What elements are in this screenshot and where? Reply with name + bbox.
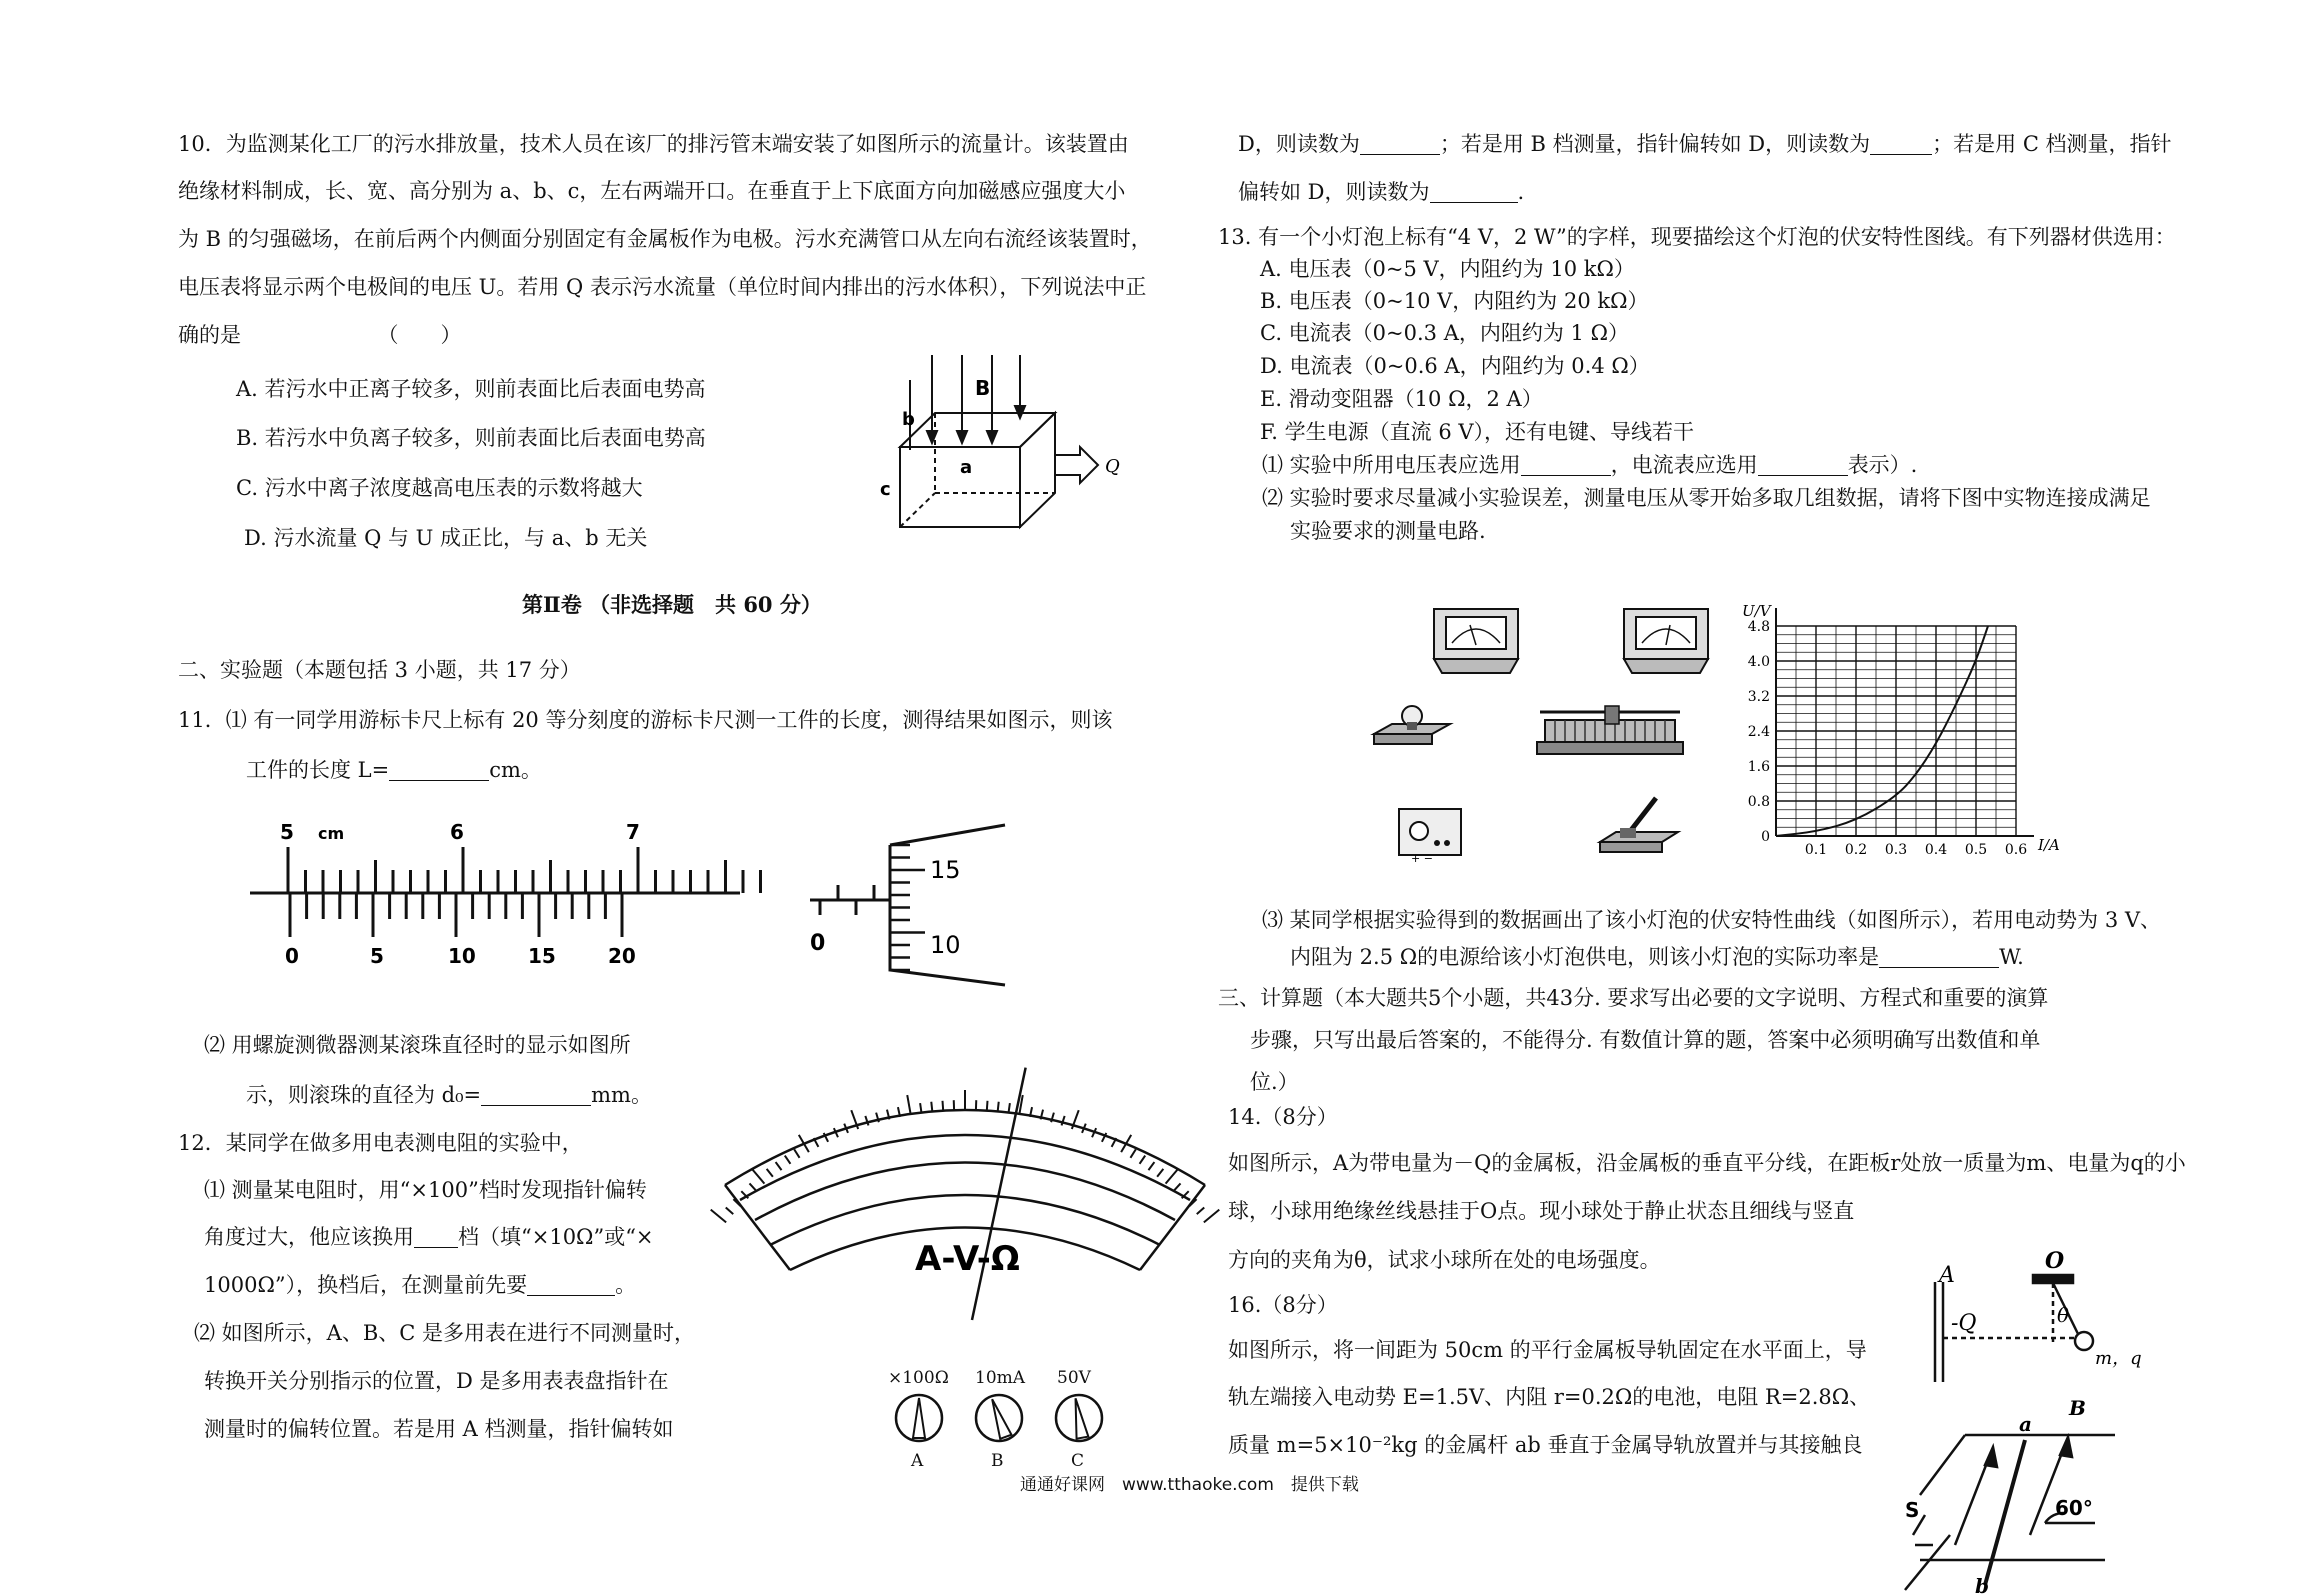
switch-a-knob[interactable]	[893, 1392, 945, 1444]
dial-tick	[726, 1207, 733, 1214]
q13-part-2-a: ⑵ 实验时要求尽量减小实验误差，测量电压从零开始多取几组数据，请将下图中实物连接成满足	[1262, 486, 2151, 510]
calc-heading-3: 位.）	[1250, 1070, 1299, 1094]
ui-characteristic-chart	[1720, 598, 2060, 858]
dial-tick	[1008, 1103, 1009, 1113]
chart-xtick-label: 0.6	[2004, 842, 2028, 858]
q12-cont-line-2: 偏转如 D，则读数为 .	[1238, 180, 1525, 204]
q14-fig-label-minus-q: -Q	[1951, 1311, 1977, 1336]
switch-b-setting: 10mA	[975, 1368, 1026, 1388]
caliper-vernier-label-5: 5	[370, 944, 384, 968]
dial-tick	[907, 1095, 911, 1115]
chart-ylabel: U/V	[1742, 602, 1771, 620]
chart-ytick-label: 3.2	[1747, 689, 1770, 705]
switch-b-label: B	[991, 1451, 1004, 1471]
calc-heading-1: 三、计算题（本大题共5个小题，共43分. 要求写出必要的文字说明、方程式和重要的演算	[1218, 986, 2049, 1010]
caliper-main-label-6: 6	[450, 820, 464, 844]
power-supply-icon	[1395, 805, 1465, 863]
q14-fig-label-mq: m，q	[2095, 1348, 2142, 1369]
caliper-main-label-7: 7	[626, 820, 640, 844]
chart-ytick-label: 2.4	[1747, 724, 1770, 740]
q16-line-3: 质量 m=5×10⁻²kg 的金属杆 ab 垂直于金属导轨放置并与其接触良	[1228, 1433, 1863, 1457]
q13-part-2-b: 实验要求的测量电路.	[1290, 519, 1486, 543]
q16-fig-label-s: S	[1905, 1498, 1920, 1522]
q12-cont-line-1: D，则读数为 ；若是用 B 档测量，指针偏转如 D，则读数为 ；若是用 C 档测量，指针	[1238, 132, 2172, 156]
micrometer-label-15: 15	[930, 856, 961, 884]
answer-blank-voltmeter[interactable]	[1521, 453, 1611, 476]
q11-line-2: 工件的长度 L= cm。	[246, 758, 542, 782]
vernier-caliper-figure	[250, 815, 740, 975]
chart-ytick-label: 0.8	[1747, 794, 1770, 810]
q10-option-c: C. 污水中离子浓度越高电压表的示数将越大	[236, 476, 643, 500]
q16-line-2: 轨左端接入电动势 E=1.5V、内阻 r=0.2Ω的电池，电阻 R=2.8Ω、	[1228, 1385, 1871, 1409]
q12-line-6: 转换开关分别指示的位置，D 是多用表表盘指针在	[204, 1369, 669, 1393]
chart-ytick-label: 1.6	[1747, 759, 1770, 775]
switch-c-knob[interactable]	[1053, 1392, 1105, 1444]
caliper-vernier-label-10: 10	[448, 944, 476, 968]
q10-line-1: 10．为监测某化工厂的污水排放量，技术人员在该厂的排污管末端安装了如图所示的流量计。该装置由	[178, 132, 1129, 156]
footer: 通通好课网 www.tthaoke.com 提供下载	[1020, 1475, 1359, 1495]
answer-blank-reading-a[interactable]	[1360, 132, 1440, 155]
q13-part-3-b: 内阻为 2.5 Ω的电源给该小灯泡供电，则该小灯泡的实际功率是 W.	[1290, 945, 2024, 969]
dial-tick	[1204, 1210, 1219, 1223]
calc-heading-2: 步骤，只写出最后答案的，不能得分. 有数值计算的题，答案中必须明确写出数值和单	[1250, 1028, 2041, 1052]
caliper-main-label-5: 5	[280, 820, 294, 844]
micrometer-label-0: 0	[810, 931, 826, 956]
flowmeter-label-b-field: B	[975, 376, 991, 400]
rheostat-icon	[1535, 700, 1685, 760]
q11-line-1: 11．⑴ 有一同学用游标卡尺上标有 20 等分刻度的游标卡尺测一工件的长度，测得结果如图示，则该	[178, 708, 1113, 732]
q14-title: 14.（8分）	[1228, 1105, 1338, 1129]
dial-tick	[931, 1102, 932, 1112]
rail-figure	[1905, 1395, 2120, 1595]
caliper-vernier-label-15: 15	[528, 944, 556, 968]
dial-tick	[749, 1183, 756, 1190]
dial-tick	[1130, 1149, 1135, 1157]
answer-blank-reading-c[interactable]	[1430, 180, 1518, 203]
flowmeter-label-b: b	[902, 409, 915, 430]
answer-blank-reading-b[interactable]	[1870, 132, 1932, 155]
q13-part-1: ⑴ 实验中所用电压表应选用 ，电流表应选用 表示）.	[1262, 453, 1918, 477]
q12-line-7: 测量时的偏转位置。若是用 A 档测量，指针偏转如	[204, 1417, 674, 1441]
dial-tick	[785, 1156, 791, 1164]
q16-fig-label-angle: 60°	[2055, 1496, 2093, 1520]
dial-tick	[987, 1101, 988, 1111]
q16-fig-label-b-field: B	[2069, 1396, 2086, 1420]
q12-line-2: ⑴ 测量某电阻时，用“×100”档时发现指针偏转	[204, 1178, 647, 1202]
answer-blank-ammeter[interactable]	[1758, 453, 1848, 476]
dial-tick	[1197, 1207, 1204, 1214]
q13-option-d: D. 电流表（0~0.6 A，内阻约为 0.4 Ω）	[1260, 354, 1650, 378]
caliper-vernier-label-20: 20	[608, 944, 636, 968]
svg-text:+ −: + −	[1411, 852, 1433, 865]
q14-line-1: 如图所示，A为带电量为－Q的金属板，沿金属板的垂直平分线，在距板r处放一质量为m、电量为q的小	[1228, 1151, 2186, 1175]
q10-option-a: A. 若污水中正离子较多，则前表面比后表面电势高	[236, 377, 706, 401]
q11-line-3: ⑵ 用螺旋测微器测某滚珠直径时的显示如图所	[204, 1033, 631, 1057]
flowmeter-figure	[880, 355, 1120, 525]
chart-ytick-label: 4.0	[1747, 654, 1770, 670]
answer-blank-range[interactable]	[414, 1225, 458, 1248]
flowmeter-label-q: Q	[1105, 456, 1120, 477]
voltmeter-icon	[1430, 605, 1522, 677]
chart-xlabel: I/A	[2038, 836, 2060, 854]
q14-line-3: 方向的夹角为θ，试求小球所在处的电场强度。	[1228, 1248, 1661, 1272]
caliper-main-label-cm: cm	[318, 824, 345, 843]
dial-tick	[1148, 1162, 1154, 1170]
q10-option-d: D. 污水流量 Q 与 U 成正比，与 a、b 无关	[244, 526, 648, 550]
q10-line-3: 为 B 的匀强磁场，在前后两个内侧面分别固定有金属板作为电极。污水充满管口从左向右流经该装置时，	[178, 227, 1152, 251]
chart-xtick-label: 0.5	[1964, 842, 1988, 858]
multimeter-dial-figure	[710, 1060, 1220, 1330]
micrometer-label-10: 10	[930, 931, 961, 959]
q16-fig-label-a: a	[2019, 1412, 2032, 1436]
q13-option-e: E. 滑动变阻器（10 Ω，2 A）	[1260, 387, 1543, 411]
q11-line-4: 示，则滚珠的直径为 d₀= mm。	[246, 1083, 652, 1107]
dial-tick	[920, 1103, 921, 1113]
q13-option-c: C. 电流表（0~0.3 A，内阻约为 1 Ω）	[1260, 321, 1629, 345]
q14-fig-label-a: A	[1939, 1263, 1955, 1288]
q14-fig-label-o: O	[2045, 1248, 2065, 1274]
dial-tick	[767, 1169, 773, 1177]
chart-ytick-label: 0	[1761, 829, 1770, 845]
caliper-vernier-label-0: 0	[285, 944, 299, 968]
dial-tick	[942, 1101, 943, 1111]
q13-option-f: F. 学生电源（直流 6 V），还有电键、导线若干	[1260, 420, 1695, 444]
knife-switch-icon	[1598, 790, 1682, 860]
dial-tick	[711, 1210, 726, 1223]
q16-line-1: 如图所示，将一间距为 50cm 的平行金属板导轨固定在水平面上，导	[1228, 1338, 1867, 1362]
dial-tick	[1174, 1183, 1181, 1190]
chart-xtick-label: 0.2	[1844, 842, 1868, 858]
switch-b-knob[interactable]	[973, 1392, 1025, 1444]
switch-a-label: A	[911, 1451, 924, 1471]
ammeter-icon	[1620, 605, 1712, 677]
chart-xtick-label: 0.1	[1804, 842, 1828, 858]
switch-c-setting: 50V	[1057, 1368, 1091, 1388]
flowmeter-label-a: a	[960, 457, 973, 478]
switch-a-setting: ×100Ω	[888, 1368, 949, 1388]
multimeter-label: A-V-Ω	[915, 1239, 1020, 1279]
q10-option-b: B. 若污水中负离子较多，则前表面比后表面电势高	[236, 426, 706, 450]
q13-intro: 13. 有一个小灯泡上标有“4 V，2 W”的字样，现要描绘这个灯泡的伏安特性图线。有下列器材供选用：	[1218, 225, 2176, 249]
q16-fig-label-b: b	[1975, 1574, 1989, 1595]
q10-line-2: 绝缘材料制成，长、宽、高分别为 a、b、c，左右两端开口。在垂直于上下底面方向加磁感应强度大小	[178, 179, 1126, 203]
q14-fig-label-theta: θ	[2057, 1303, 2070, 1327]
lamp-holder-icon	[1372, 700, 1452, 750]
flowmeter-label-c: c	[880, 479, 891, 500]
micrometer-figure	[790, 820, 1020, 985]
dial-tick	[1157, 1169, 1163, 1177]
answer-blank-zero[interactable]	[527, 1273, 615, 1296]
dial-tick	[776, 1162, 782, 1170]
dial-tick	[794, 1149, 799, 1157]
q12-line-1: 12．某同学在做多用电表测电阻的实验中，	[178, 1131, 583, 1155]
dial-tick	[1166, 1168, 1179, 1183]
answer-blank-diameter[interactable]	[481, 1083, 591, 1106]
chart-xtick-label: 0.4	[1924, 842, 1948, 858]
chart-ytick-label: 4.8	[1747, 619, 1770, 635]
q13-option-b: B. 电压表（0~10 V，内阻约为 20 kΩ）	[1260, 289, 1649, 313]
dial-tick	[1140, 1156, 1146, 1164]
dial-tick	[998, 1102, 999, 1112]
experiment-heading: 二、实验题（本题包括 3 小题，共 17 分）	[178, 658, 581, 682]
section-2-title: 第Ⅱ卷 （非选择题 共 60 分）	[522, 592, 822, 617]
answer-blank-power[interactable]	[1879, 945, 1999, 968]
q16-title: 16.（8分）	[1228, 1293, 1338, 1317]
q10-line-4: 电压表将显示两个电极间的电压 U。若用 Q 表示污水流量（单位时间内排出的污水体积），下列说法中正	[178, 275, 1147, 299]
dial-tick	[751, 1168, 764, 1183]
q14-line-2: 球，小球用绝缘丝线悬挂于O点。现小球处于静止状态且细线与竖直	[1228, 1199, 1855, 1223]
q10-line-5: 确的是 （ ）	[178, 323, 462, 347]
q12-line-5: ⑵ 如图所示，A、B、C 是多用表在进行不同测量时，	[194, 1321, 696, 1345]
q12-line-4: 1000Ω”），换档后，在测量前先要 。	[204, 1273, 637, 1297]
chart-xtick-label: 0.3	[1884, 842, 1908, 858]
q13-option-a: A. 电压表（0~5 V，内阻约为 10 kΩ）	[1260, 257, 1635, 281]
q13-part-3-a: ⑶ 某同学根据实验得到的数据画出了该小灯泡的伏安特性曲线（如图所示），若用电动势为 3 V、	[1262, 908, 2162, 932]
charged-ball-figure	[1915, 1242, 2142, 1387]
answer-blank-length[interactable]	[389, 758, 489, 781]
switch-c-label: C	[1071, 1451, 1085, 1471]
q12-line-3: 角度过大，他应该换用 档（填“×10Ω”或“×	[204, 1225, 654, 1249]
